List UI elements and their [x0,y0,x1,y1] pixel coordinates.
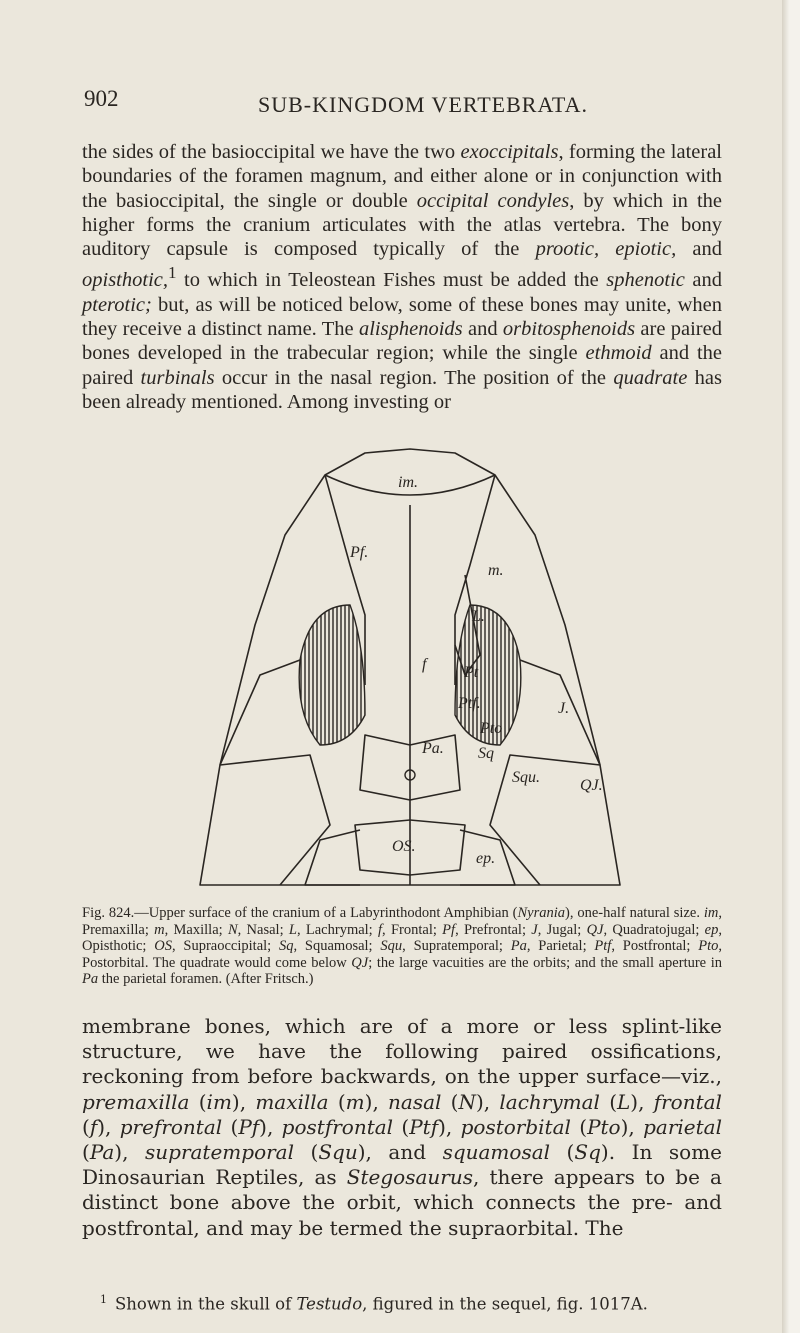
label-ptf: Ptf. [458,695,481,712]
figure-caption [82,905,722,988]
label-l: L. [472,608,485,625]
caption-text: Fig. 824.—Upper surface of the cranium of a Labyrinthodont Amphibian (Nyrania), one-half natural size. im, Premaxilla; m, Maxilla; N, Nasal; L, Lachrymal; f, Frontal; Pf, Prefrontal; J, Jugal; QJ, Quadratojugal; ep, Opisthotic; OS, Supraoccipital; Sq, Squamosal; Squ, Supratemporal; Pa, Parietal; Ptf, Postfrontal; Pto, Postorbital. The quadrate would come below QJ; the large vacuities are the orbits; and the small aperture in Pa the parietal foramen. (After Fritsch.) [82,905,723,988]
label-pf: Pf. [350,544,369,561]
label-f: f [422,656,427,673]
label-squ: Squ. [512,769,540,786]
page-number: 902 [84,86,119,111]
jugal-suture-left [220,660,300,765]
footnote-mark: 1 [100,1293,107,1306]
label-m: m. [488,562,504,579]
label-qj: QJ. [580,777,603,794]
label-j: J. [558,700,570,717]
paragraph: membrane bones, which are of a more or less splint-like structure, we have the following paired ossifications, reckoning from before backwards, on the upper surface—viz., premaxilla (im), maxilla (m), nasal (N), lachrymal (L), frontal (f), prefrontal (Pf), postfrontal (Ptf), postorbital (Pto), parietal (Pa), supratemporal (Squ), and squamosal (Sq). In some Dinosaurian Reptiles, as Stegosaurus, there appears to be a distinct bone above the orbit, which connects the pre- and postfrontal, and may be termed the supraorbital. The [82,1014,722,1240]
page-header [0,86,800,126]
footnote: $^1$ Shown in the skull of Testudo, figured in the sequel, fig. 1017A. [100,1293,648,1314]
footnote-ref: 1 [167,263,177,283]
label-pt: Pt [464,664,479,681]
squamosal-suture-right [490,755,600,885]
label-pto: Pto [480,720,503,737]
squamosal-suture-left [220,755,330,885]
paragraph: the sides of the basioccipital we have the two exoccipitals, forming the lateral boundaries of the foramen magnum, and either alone or in conjunction with the basioccipital, the single or double occipital condyles, by which in the higher forms the cranium articulates with the atlas vertebra. The bony auditory capsule is composed typically of the prootic, epiotic, and opisthotic,$^1$ to which in Teleostean Fishes must be added the sphenotic and pterotic; but, as will be noticed below, some of these bones may unite, when they receive a distinct name. The alisphenoids and orbitosphenoids are paired bones developed in the trabecular region; while the single ethmoid and the paired turbinals occur in the nasal region. The position of the quadrate has been already mentioned. Among investing or [82,141,722,413]
label-pa: Pa. [422,740,444,757]
label-im: im. [398,474,418,491]
label-sq: Sq [478,745,494,762]
body-text-bottom [82,1014,722,1241]
label-ep: ep. [476,850,496,867]
page-edge [782,0,800,1333]
epiotic-outline-left [305,830,360,885]
skull-figure [160,445,660,900]
orbit-left [299,605,365,745]
running-head: SUB-KINGDOM VERTEBRATA. [258,92,588,117]
body-text-top [82,140,722,414]
label-os: OS. [392,838,416,855]
